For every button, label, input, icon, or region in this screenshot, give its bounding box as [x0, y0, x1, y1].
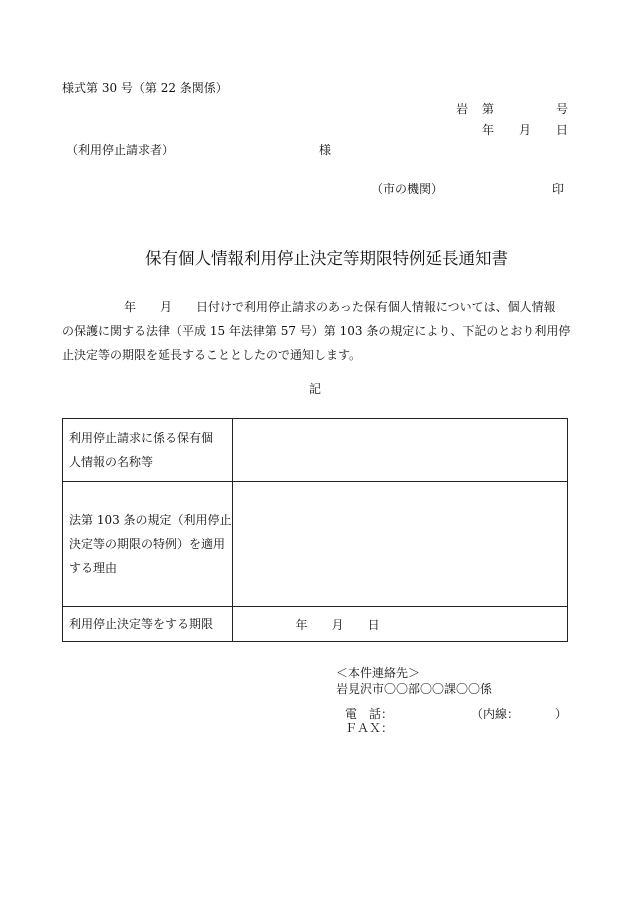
- reason-label: 法第 103 条の規定（利用停止 決定等の期限の特例）を適用 する理由: [63, 482, 233, 607]
- document-number-prefix: 岩: [456, 102, 469, 116]
- deadline-label: 利用停止決定等をする期限: [63, 607, 233, 642]
- document-number-middle: 第: [482, 102, 495, 116]
- document-number-suffix: 号: [556, 102, 569, 116]
- deadline-day: 日: [367, 617, 380, 632]
- detail-table: [62, 418, 568, 642]
- date-day: 日: [556, 123, 569, 137]
- body-month: 月: [160, 300, 173, 314]
- body-line-1: [62, 295, 568, 319]
- seal-mark: 印: [552, 182, 565, 196]
- contact-extension-close: ）: [555, 707, 568, 721]
- document-title: 保有個人情報利用停止決定等期限特例延長通知書: [145, 249, 508, 268]
- deadline-year: 年: [295, 617, 308, 632]
- contact-phone-label: 電 話：: [345, 707, 394, 721]
- item-name-label: 利用停止請求に係る保有個 人情報の名称等: [63, 419, 233, 482]
- contact-extension-label: （内線：: [471, 707, 520, 721]
- deadline-month: 月: [331, 617, 344, 632]
- item-name-value: [232, 419, 567, 482]
- deadline-value: [232, 607, 567, 642]
- table-row-deadline: [63, 607, 568, 642]
- body-year: 年: [124, 300, 137, 314]
- form-reference: 様式第 30 号（第 22 条関係）: [62, 81, 228, 95]
- body-paragraph: [62, 295, 571, 367]
- contact-heading: ＜本件連絡先＞: [336, 666, 421, 680]
- body-line-2: の保護に関する法律（平成 15 年法律第 57 号）第 103 条の規定により、下記のとおり利用停: [62, 324, 571, 338]
- date-year: 年: [482, 123, 495, 137]
- ki-heading: 記: [309, 382, 322, 396]
- reason-value: [232, 482, 567, 607]
- contact-department: 岩見沢市〇〇部〇〇課〇〇係: [336, 682, 493, 696]
- table-row-item-name: [63, 419, 568, 482]
- body-line-1-rest: 日付けで利用停止請求のあった保有個人情報については、個人情報: [196, 300, 556, 314]
- addressee-label: （利用停止請求者）: [66, 143, 175, 157]
- addressee-honorific: 様: [319, 143, 332, 157]
- body-line-3: 止決定等の期限を延長することとしたので通知します。: [62, 348, 362, 362]
- issuer-label: （市の機関）: [371, 182, 444, 196]
- contact-fax-label: ＦＡＸ：: [345, 721, 394, 735]
- date-month: 月: [519, 123, 532, 137]
- table-row-reason: [63, 482, 568, 607]
